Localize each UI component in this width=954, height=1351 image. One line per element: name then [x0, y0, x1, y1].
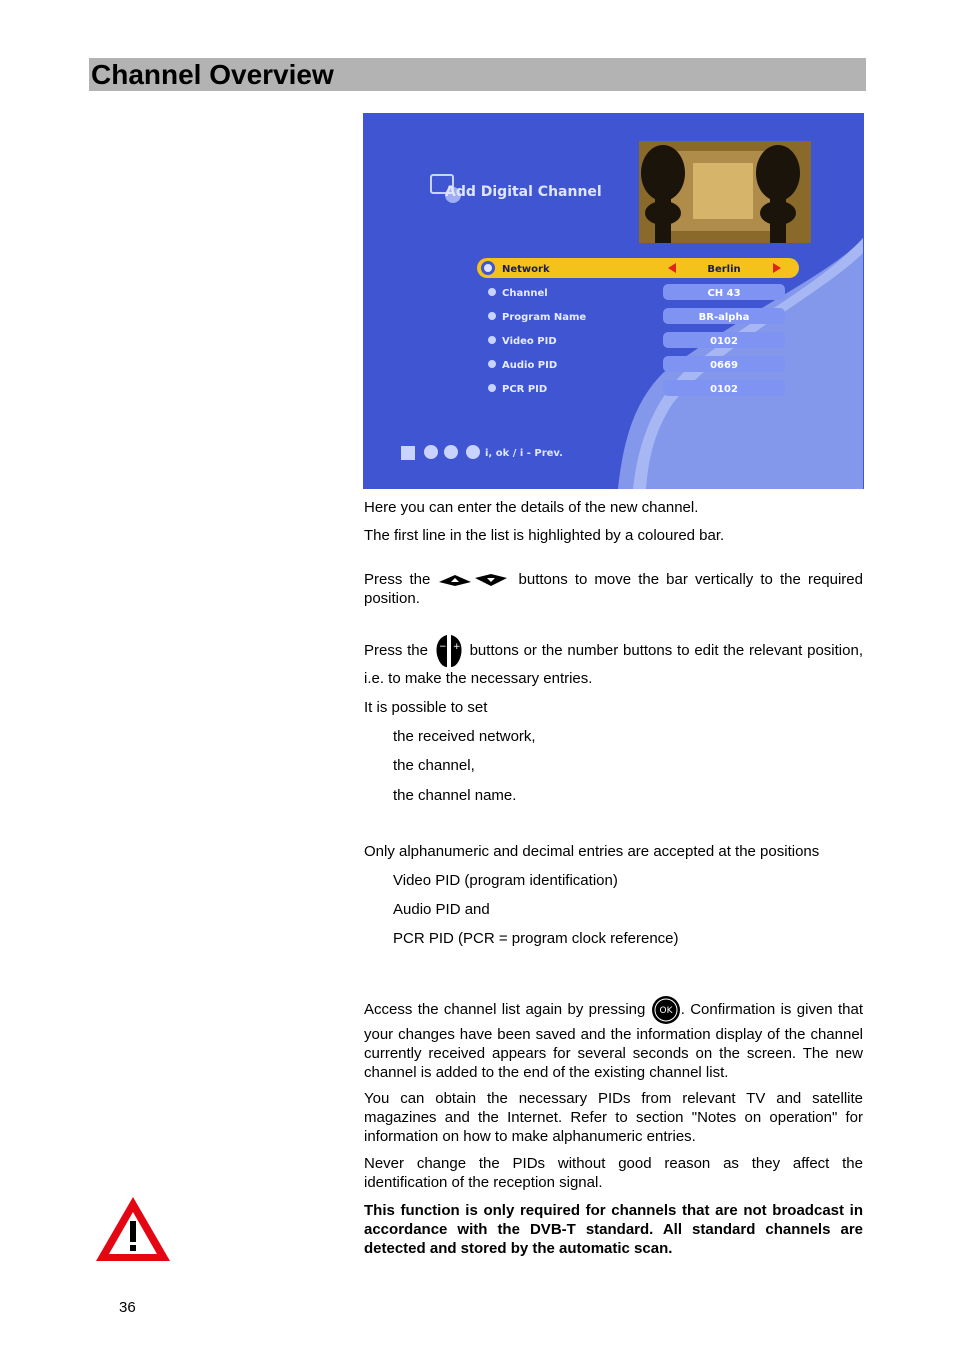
list-item: Video PID (program identification)	[393, 872, 618, 889]
header-bar	[89, 58, 866, 91]
paragraph-up-down: Press the buttons to move the bar vertically to the required position.	[364, 571, 863, 607]
osd-row-label: Audio PID	[502, 360, 558, 371]
paragraph-pids: You can obtain the necessary PIDs from relevant TV and satellite magazines and the Internet. Refer to section "Notes on operation" for information on how to make alphanumeric entries.	[364, 1090, 863, 1145]
osd-row-value: Berlin	[707, 264, 741, 275]
osd-row-label: PCR PID	[502, 384, 548, 395]
osd-row-label: Program Name	[502, 312, 587, 323]
list-item: the channel,	[393, 757, 475, 774]
page-number: 36	[119, 1299, 136, 1316]
osd-row-label: Channel	[502, 288, 548, 299]
row-bullet-icon	[488, 384, 496, 392]
svg-text:+: +	[452, 642, 461, 652]
row-bullet-icon	[488, 288, 496, 296]
svg-text:−: −	[438, 642, 447, 652]
up-down-buttons-icon	[437, 572, 511, 588]
list-item: Audio PID and	[393, 901, 490, 918]
left-right-buttons-icon	[433, 633, 465, 669]
svg-text:OK: OK	[659, 1006, 673, 1016]
paragraph-left-right: Press the − + buttons or the number buttons to edit the relevant position, i.e. to make the necessary entries.	[364, 633, 863, 688]
channel-preview-thumbnail	[639, 141, 811, 243]
osd-row-label: Video PID	[502, 336, 557, 347]
row-bullet-icon	[488, 312, 496, 320]
paragraph-alphanumeric: Only alphanumeric and decimal entries are accepted at the positions	[364, 843, 820, 860]
list-item: PCR PID (PCR = program clock reference)	[393, 930, 679, 947]
osd-row-value: 0102	[710, 384, 738, 395]
page-title: Channel Overview	[91, 59, 334, 90]
paragraph-never-change: Never change the PIDs without good reason as they affect the identification of the reception signal.	[364, 1155, 863, 1191]
warning-triangle-icon	[93, 1194, 173, 1264]
osd-row-label: Network	[502, 264, 550, 275]
paragraph-confirm: Access the channel list again by pressing OK . Confirmation is given that your changes have been saved and the information display of the channel currently received appears for several seconds on the screen. The new channel is added to the end of the existing channel list.	[364, 995, 863, 1082]
list-item: the received network,	[393, 728, 536, 745]
row-bullet-icon	[488, 360, 496, 368]
osd-row-value: 0102	[710, 336, 738, 347]
osd-title: Add Digital Channel	[445, 184, 602, 200]
ok-button-icon	[651, 995, 681, 1025]
osd-row-value: 0669	[710, 360, 738, 371]
row-bullet-icon	[488, 336, 496, 344]
osd-row-value: CH 43	[707, 288, 741, 299]
paragraph-possible: It is possible to set	[364, 699, 488, 716]
help-icon	[401, 446, 415, 460]
osd-footer: i, ok / i - Prev.	[485, 448, 563, 459]
paragraph-intro: Here you can enter the details of the new channel.	[364, 499, 699, 516]
osd-row-value: BR-alpha	[698, 312, 750, 323]
paragraph-note-bold: This function is only required for channels that are not broadcast in accordance with the DVB-T standard. All standard channels are detected and stored by the automatic scan.	[364, 1202, 863, 1257]
osd-graphic	[363, 113, 864, 489]
paragraph-highlight: The first line in the list is highlighted by a coloured bar.	[364, 527, 725, 544]
tv-screen-screenshot	[363, 113, 864, 489]
list-item: the channel name.	[393, 787, 517, 804]
